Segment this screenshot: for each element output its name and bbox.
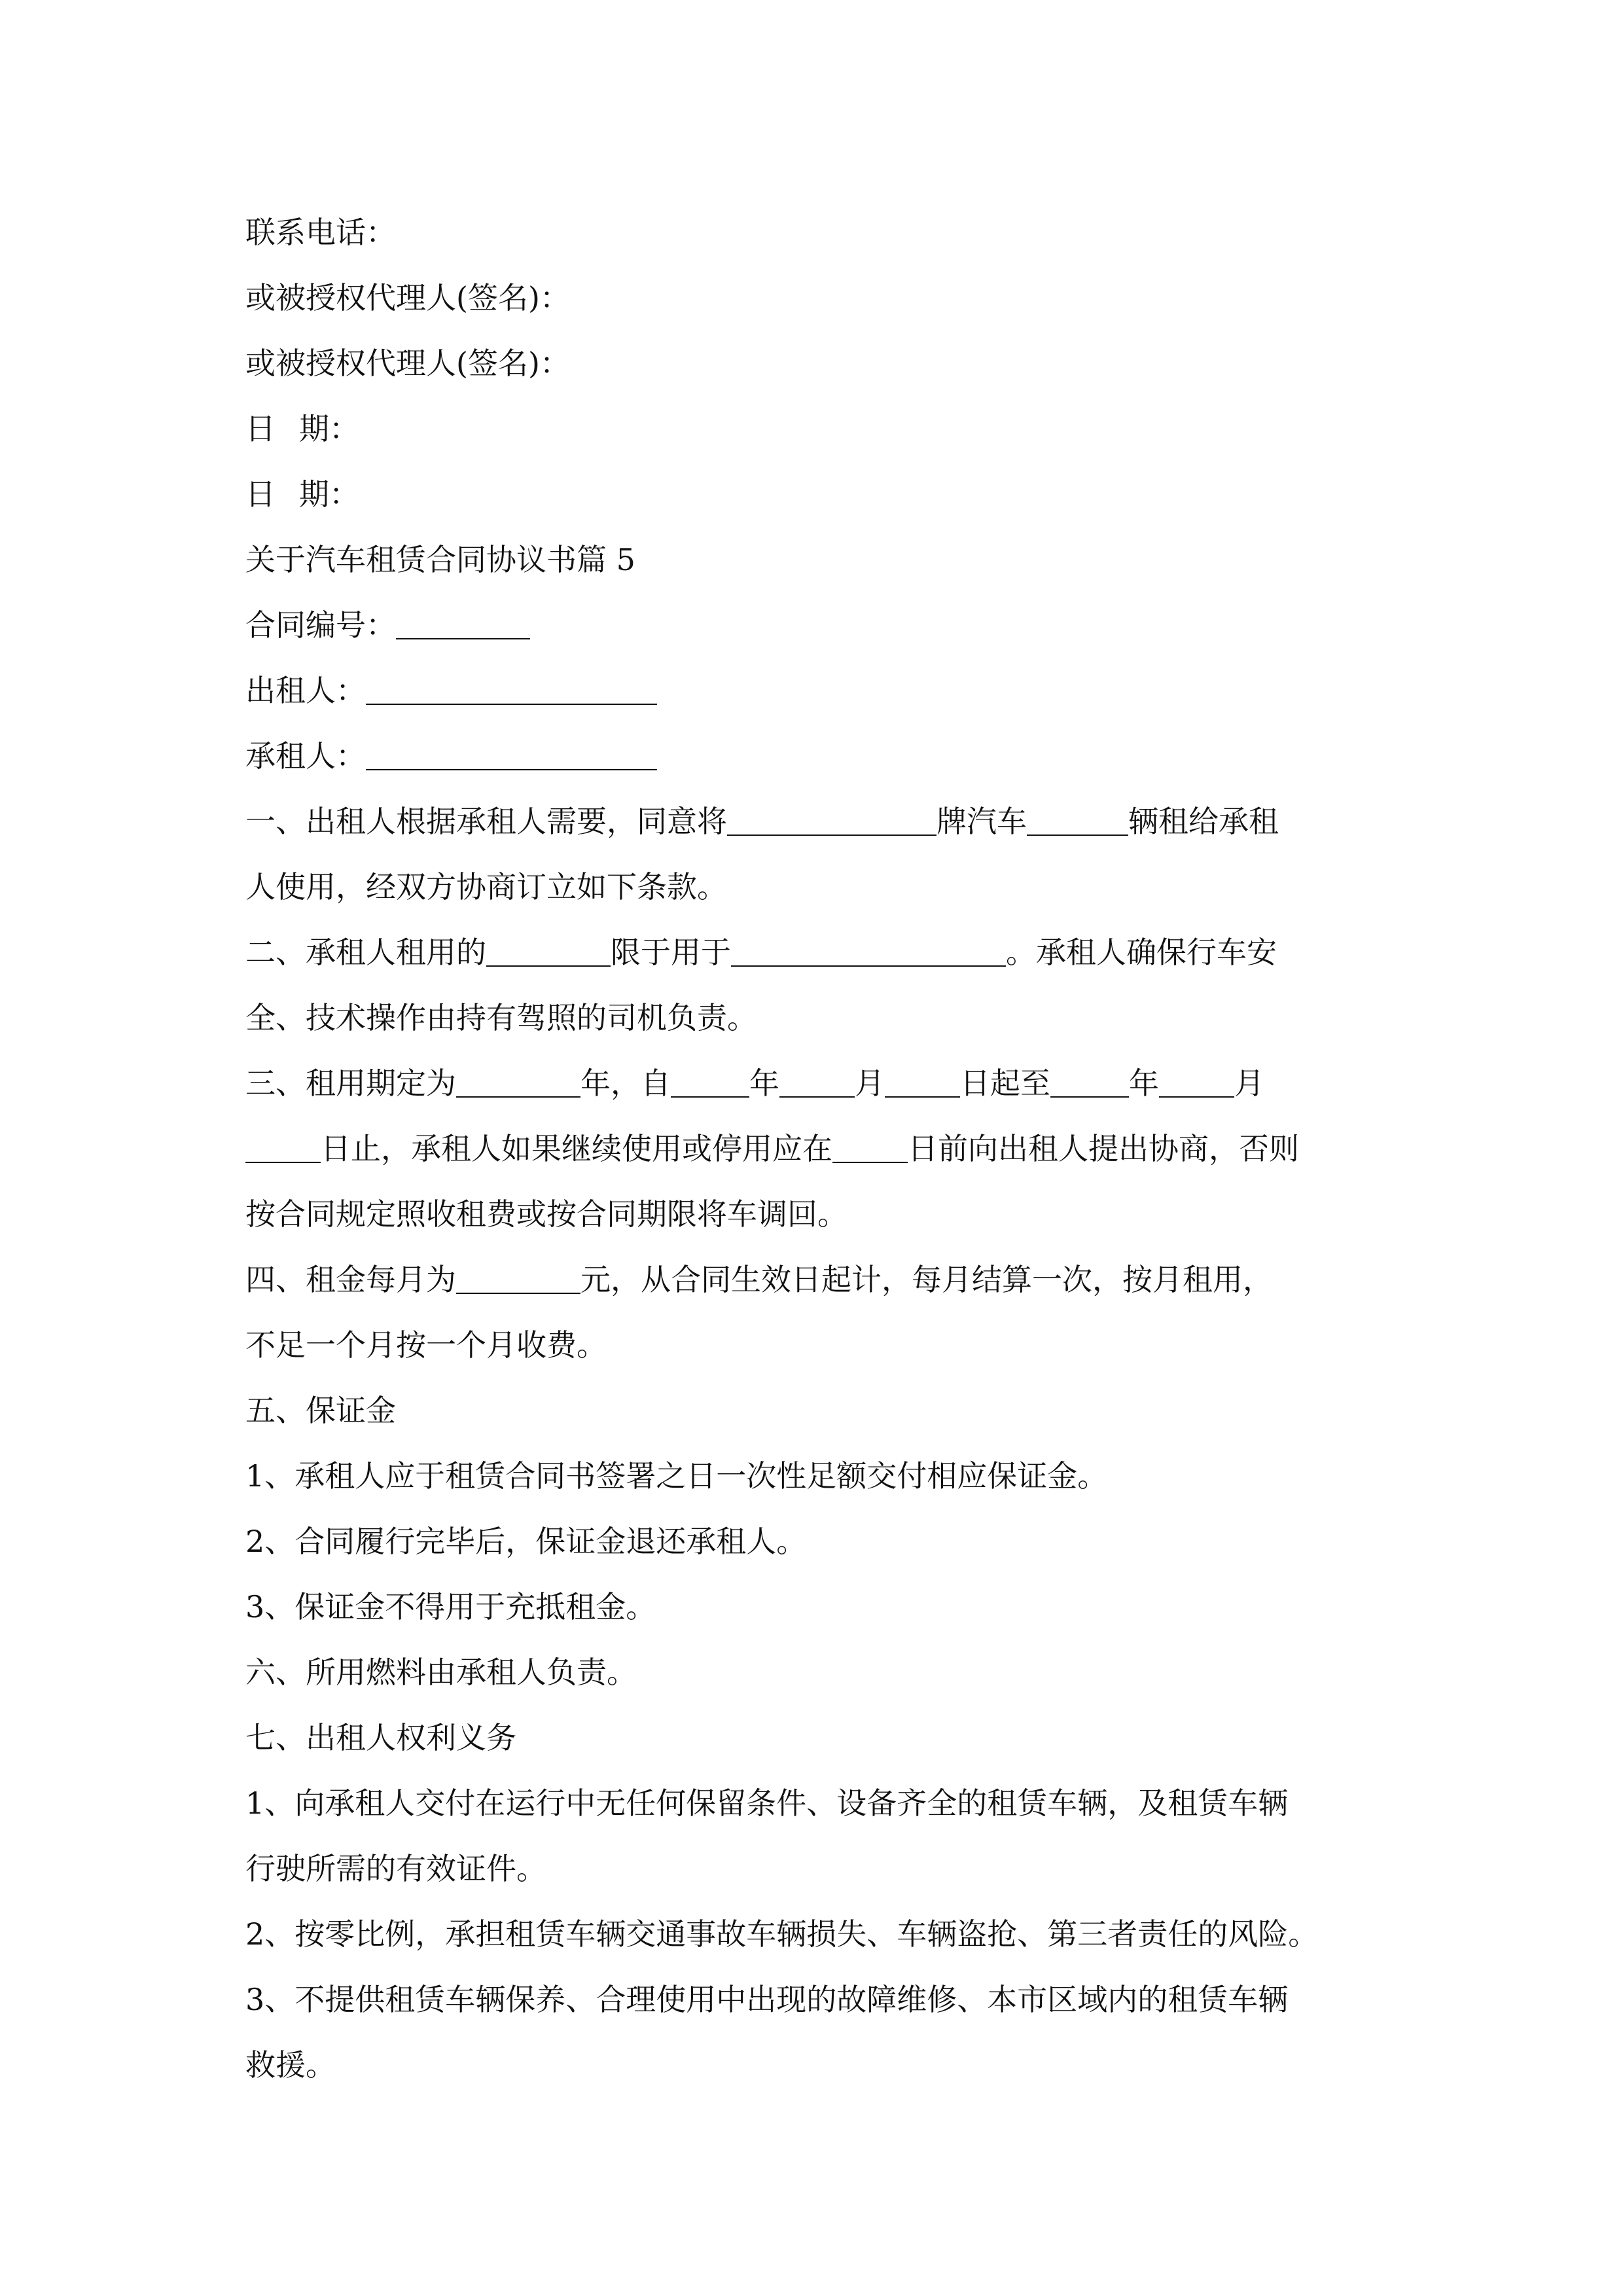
lessor-line: 出租人： <box>245 658 1387 723</box>
clause-3-line: 日止，承租人如果继续使用或停用应在 日前向出租人提出协商，否则 <box>245 1116 1387 1181</box>
clause-1-line: 人使用，经双方协商订立如下条款。 <box>245 869 727 905</box>
clause-7-item: 3、不提供租赁车辆保养、合理使用中出现的故障维修、本市区域内的租赁车辆 <box>245 1982 1289 2017</box>
end-year-blank <box>1050 1067 1129 1098</box>
notice-day-blank <box>832 1133 908 1163</box>
clause-7-heading: 七、出租人权利义务 <box>245 1720 516 1755</box>
contract-number-blank <box>396 609 530 639</box>
vehicle-count-blank <box>1027 806 1128 836</box>
clause-3-line: 按合同规定照收租费或按合同期限将车调回。 <box>245 1196 847 1232</box>
purpose-blank <box>731 937 1006 967</box>
lessee-blank <box>366 740 657 770</box>
contract-number-line: 合同编号： <box>245 592 1387 658</box>
lessor-blank <box>366 675 657 705</box>
clause-3-line: 三、租用期定为 年，自 年 月 日起至 年 月 <box>245 1066 1264 1101</box>
authorized-agent-line: 或被授权代理人(签名)： <box>245 280 570 315</box>
authorized-agent-line: 或被授权代理人(签名)： <box>245 346 570 381</box>
clause-2-line: 全、技术操作由持有驾照的司机负责。 <box>245 1000 757 1035</box>
end-month-blank <box>1159 1067 1234 1098</box>
clause-7-item: 1、向承租人交付在运行中无任何保留条件、设备齐全的租赁车辆，及租赁车辆 <box>245 1785 1289 1821</box>
clause-6-line: 六、所用燃料由承租人负责。 <box>245 1655 637 1690</box>
rent-blank <box>456 1264 580 1294</box>
clause-2-line: 二、承租人租用的 限于用于 。承租人确保行车安 <box>245 935 1277 970</box>
vehicle-blank <box>486 937 611 967</box>
lessee-line: 承租人： <box>245 723 1387 789</box>
clause-5-item: 2、合同履行完毕后，保证金退还承租人。 <box>245 1524 807 1559</box>
section-title: 关于汽车租赁合同协议书篇 5 <box>245 542 635 577</box>
clause-5-item: 3、保证金不得用于充抵租金。 <box>245 1589 656 1624</box>
clause-4-line: 四、租金每月为 元，从合同生效日起计，每月结算一次，按月租用， <box>245 1262 1273 1297</box>
clause-5-heading: 五、保证金 <box>245 1393 396 1428</box>
document-body <box>245 200 1387 2098</box>
start-day-blank <box>885 1067 960 1098</box>
start-year-blank <box>671 1067 749 1098</box>
plate-blank <box>727 806 936 836</box>
term-blank <box>456 1067 580 1098</box>
clause-5-item: 1、承租人应于租赁合同书签署之日一次性足额交付相应保证金。 <box>245 1458 1108 1494</box>
contact-phone-line: 联系电话： <box>245 215 396 250</box>
start-month-blank <box>779 1067 855 1098</box>
clause-7-item: 2、按零比例，承担租赁车辆交通事故车辆损失、车辆盗抢、第三者责任的风险。 <box>245 1916 1319 1952</box>
clause-4-line: 不足一个月按一个月收费。 <box>245 1327 607 1363</box>
clause-7-item: 救援。 <box>245 2047 336 2083</box>
clause-7-item: 行驶所需的有效证件。 <box>245 1851 546 1886</box>
end-day-blank <box>245 1133 321 1163</box>
clause-1-line: 一、出租人根据承租人需要，同意将 牌汽车 辆租给承租 <box>245 804 1279 839</box>
date-line: 日期： <box>245 411 359 446</box>
date-line: 日期： <box>245 476 359 512</box>
